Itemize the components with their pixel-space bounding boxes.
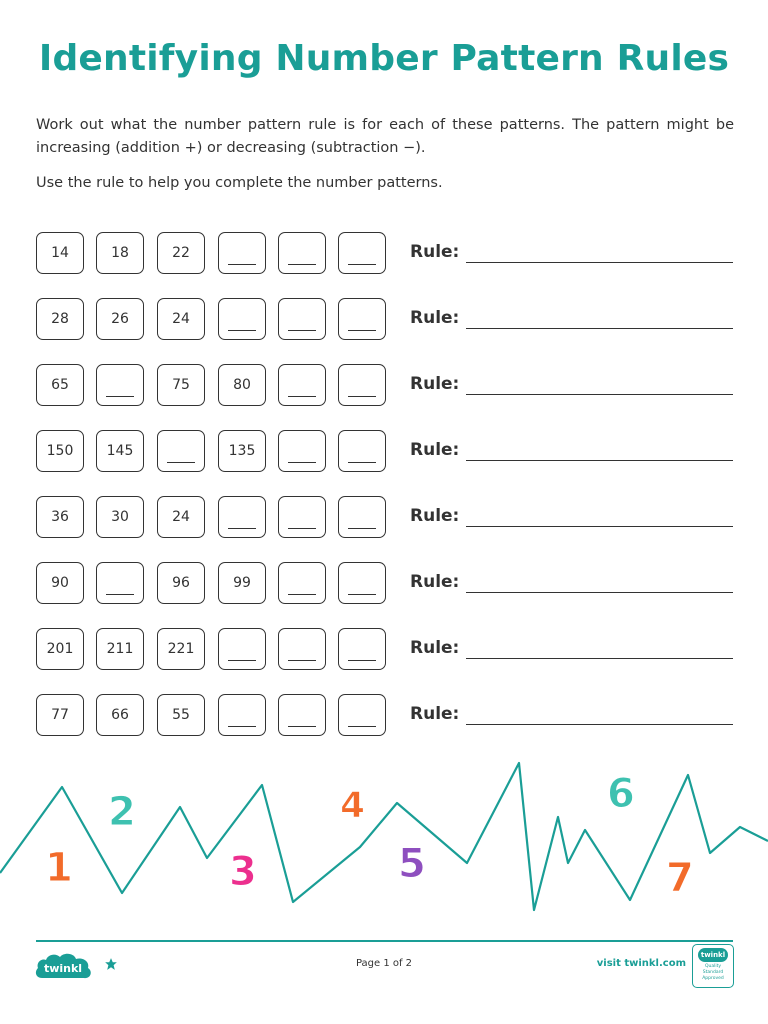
answer-box[interactable]	[96, 364, 144, 406]
rule-label: Rule:	[410, 704, 460, 724]
number-box: 18	[96, 232, 144, 274]
mountain-decoration	[0, 755, 768, 915]
logo-text: twinkl	[43, 962, 83, 975]
answer-box[interactable]	[278, 628, 326, 670]
number-box: 26	[96, 298, 144, 340]
answer-box[interactable]	[338, 628, 386, 670]
rule-answer-line[interactable]	[466, 724, 733, 725]
answer-box[interactable]	[278, 232, 326, 274]
decoration-number: 3	[229, 849, 257, 895]
answer-box[interactable]	[218, 496, 266, 538]
answer-box[interactable]	[278, 562, 326, 604]
decoration-number: 5	[398, 841, 426, 887]
footer-divider	[36, 940, 733, 942]
zigzag-line	[0, 763, 768, 910]
answer-box[interactable]	[278, 364, 326, 406]
pattern-row	[36, 430, 736, 474]
pattern-row	[36, 298, 736, 342]
answer-box[interactable]	[338, 694, 386, 736]
rule-answer-line[interactable]	[466, 262, 733, 263]
answer-box[interactable]	[338, 232, 386, 274]
rule-label: Rule:	[410, 242, 460, 262]
answer-box[interactable]	[278, 496, 326, 538]
rule-answer-line[interactable]	[466, 592, 733, 593]
rule-label: Rule:	[410, 374, 460, 394]
answer-box[interactable]	[278, 694, 326, 736]
decoration-number: 4	[340, 785, 366, 826]
rule-label: Rule:	[410, 572, 460, 592]
decoration-number: 7	[666, 855, 694, 901]
rule-label: Rule:	[410, 440, 460, 460]
answer-box[interactable]	[338, 430, 386, 472]
number-box: 65	[36, 364, 84, 406]
decoration-number: 6	[607, 771, 635, 817]
pattern-row	[36, 628, 736, 672]
visit-link[interactable]: visit twinkl.com	[596, 958, 686, 969]
number-box: 80	[218, 364, 266, 406]
rule-label: Rule:	[410, 308, 460, 328]
number-box: 14	[36, 232, 84, 274]
number-box: 201	[36, 628, 84, 670]
number-box: 24	[157, 298, 205, 340]
pattern-row	[36, 496, 736, 540]
rule-label: Rule:	[410, 506, 460, 526]
page-number: Page 1 of 2	[355, 958, 413, 969]
answer-box[interactable]	[218, 694, 266, 736]
badge-logo: twinkl	[698, 948, 728, 962]
number-box: 28	[36, 298, 84, 340]
number-box: 30	[96, 496, 144, 538]
rule-answer-line[interactable]	[466, 328, 733, 329]
number-box: 77	[36, 694, 84, 736]
number-box: 22	[157, 232, 205, 274]
number-box: 211	[96, 628, 144, 670]
rule-answer-line[interactable]	[466, 526, 733, 527]
number-box: 221	[157, 628, 205, 670]
number-box: 145	[96, 430, 144, 472]
pattern-row	[36, 562, 736, 606]
rule-answer-line[interactable]	[466, 394, 733, 395]
number-box: 55	[157, 694, 205, 736]
answer-box[interactable]	[218, 298, 266, 340]
number-box: 135	[218, 430, 266, 472]
answer-box[interactable]	[218, 232, 266, 274]
rule-answer-line[interactable]	[466, 460, 733, 461]
instructions-paragraph: Work out what the number pattern rule is for each of these patterns. The pattern might be increasing (addition +) or decreasing (subtraction −).	[36, 117, 734, 156]
rule-answer-line[interactable]	[466, 658, 733, 659]
answer-box[interactable]	[338, 496, 386, 538]
pattern-row	[36, 364, 736, 408]
pattern-rows	[36, 232, 736, 760]
answer-box[interactable]	[96, 562, 144, 604]
number-box: 24	[157, 496, 205, 538]
decoration-number: 2	[108, 789, 136, 835]
answer-box[interactable]	[278, 298, 326, 340]
page-title: Identifying Number Pattern Rules	[38, 38, 730, 79]
answer-box[interactable]	[338, 298, 386, 340]
rule-label: Rule:	[410, 638, 460, 658]
answer-box[interactable]	[338, 364, 386, 406]
number-box: 90	[36, 562, 84, 604]
answer-box[interactable]	[157, 430, 205, 472]
number-box: 99	[218, 562, 266, 604]
number-box: 75	[157, 364, 205, 406]
instructions-hint: Use the rule to help you complete the number patterns.	[36, 175, 443, 191]
number-box: 96	[157, 562, 205, 604]
number-box: 66	[96, 694, 144, 736]
pattern-row	[36, 694, 736, 738]
answer-box[interactable]	[218, 628, 266, 670]
number-box: 150	[36, 430, 84, 472]
decoration-number: 1	[45, 845, 73, 891]
number-box: 36	[36, 496, 84, 538]
answer-box[interactable]	[338, 562, 386, 604]
answer-box[interactable]	[278, 430, 326, 472]
badge-text: Quality Standard Approved	[702, 964, 724, 981]
quality-badge	[692, 944, 734, 988]
pattern-row	[36, 232, 736, 276]
